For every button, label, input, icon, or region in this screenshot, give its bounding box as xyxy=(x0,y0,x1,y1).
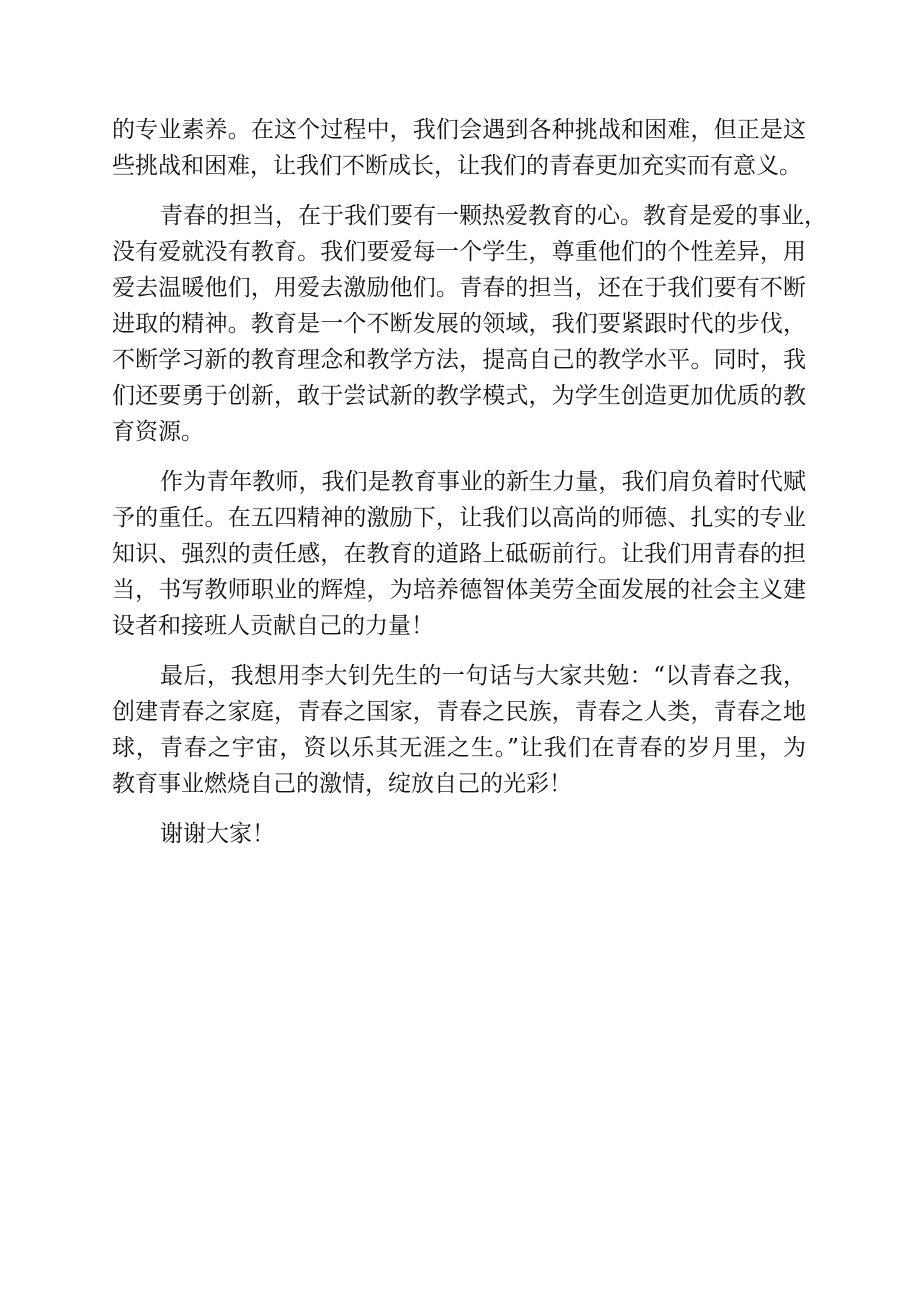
text-line: 知识、强烈的责任感，在教育的道路上砥砺前行。让我们用青春的担 xyxy=(112,541,806,567)
document-page xyxy=(112,112,827,866)
text-line: 没有爱就没有教育。我们要爱每一个学生，尊重他们的个性差异，用 xyxy=(112,239,806,265)
paragraph-3 xyxy=(112,464,806,644)
closing-paragraph xyxy=(112,816,806,852)
paragraph-1 xyxy=(112,112,806,184)
text-line: 予的重任。在五四精神的激励下，让我们以高尚的师德、扎实的专业 xyxy=(112,505,806,531)
text-line: 最后，我想用李大钊先生的一句话与大家共勉：“以青春之我， xyxy=(160,663,806,689)
text-line: 当，书写教师职业的辉煌，为培养德智体美劳全面发展的社会主义建 xyxy=(112,577,806,603)
text-line: 不断学习新的教育理念和教学方法，提高自己的教学水平。同时，我 xyxy=(112,347,806,373)
text-line: 育资源。 xyxy=(112,419,204,445)
paragraph-4 xyxy=(112,658,806,802)
text-line: 谢谢大家！ xyxy=(160,821,275,847)
text-line: 的专业素养。在这个过程中，我们会遇到各种挑战和困难，但正是这 xyxy=(112,117,806,143)
text-line: 进取的精神。教育是一个不断发展的领域，我们要紧跟时代的步伐， xyxy=(112,311,806,337)
text-line: 教育事业燃烧自己的激情，绽放自己的光彩！ xyxy=(112,771,572,797)
text-line: 球，青春之宇宙，资以乐其无涯之生。”让我们在青春的岁月里，为 xyxy=(112,735,806,761)
text-line: 作为青年教师，我们是教育事业的新生力量，我们肩负着时代赋 xyxy=(160,469,806,495)
text-line: 设者和接班人贡献自己的力量！ xyxy=(112,613,434,639)
text-line: 创建青春之家庭，青春之国家，青春之民族，青春之人类，青春之地 xyxy=(112,699,806,725)
text-line: 些挑战和困难，让我们不断成长，让我们的青春更加充实而有意义。 xyxy=(112,153,802,179)
text-line: 青春的担当，在于我们要有一颗热爱教育的心。教育是爱的事业， xyxy=(160,203,827,229)
text-line: 爱去温暖他们，用爱去激励他们。青春的担当，还在于我们要有不断 xyxy=(112,275,806,301)
text-line: 们还要勇于创新，敢于尝试新的教学模式，为学生创造更加优质的教 xyxy=(112,383,806,409)
paragraph-2 xyxy=(112,198,827,450)
